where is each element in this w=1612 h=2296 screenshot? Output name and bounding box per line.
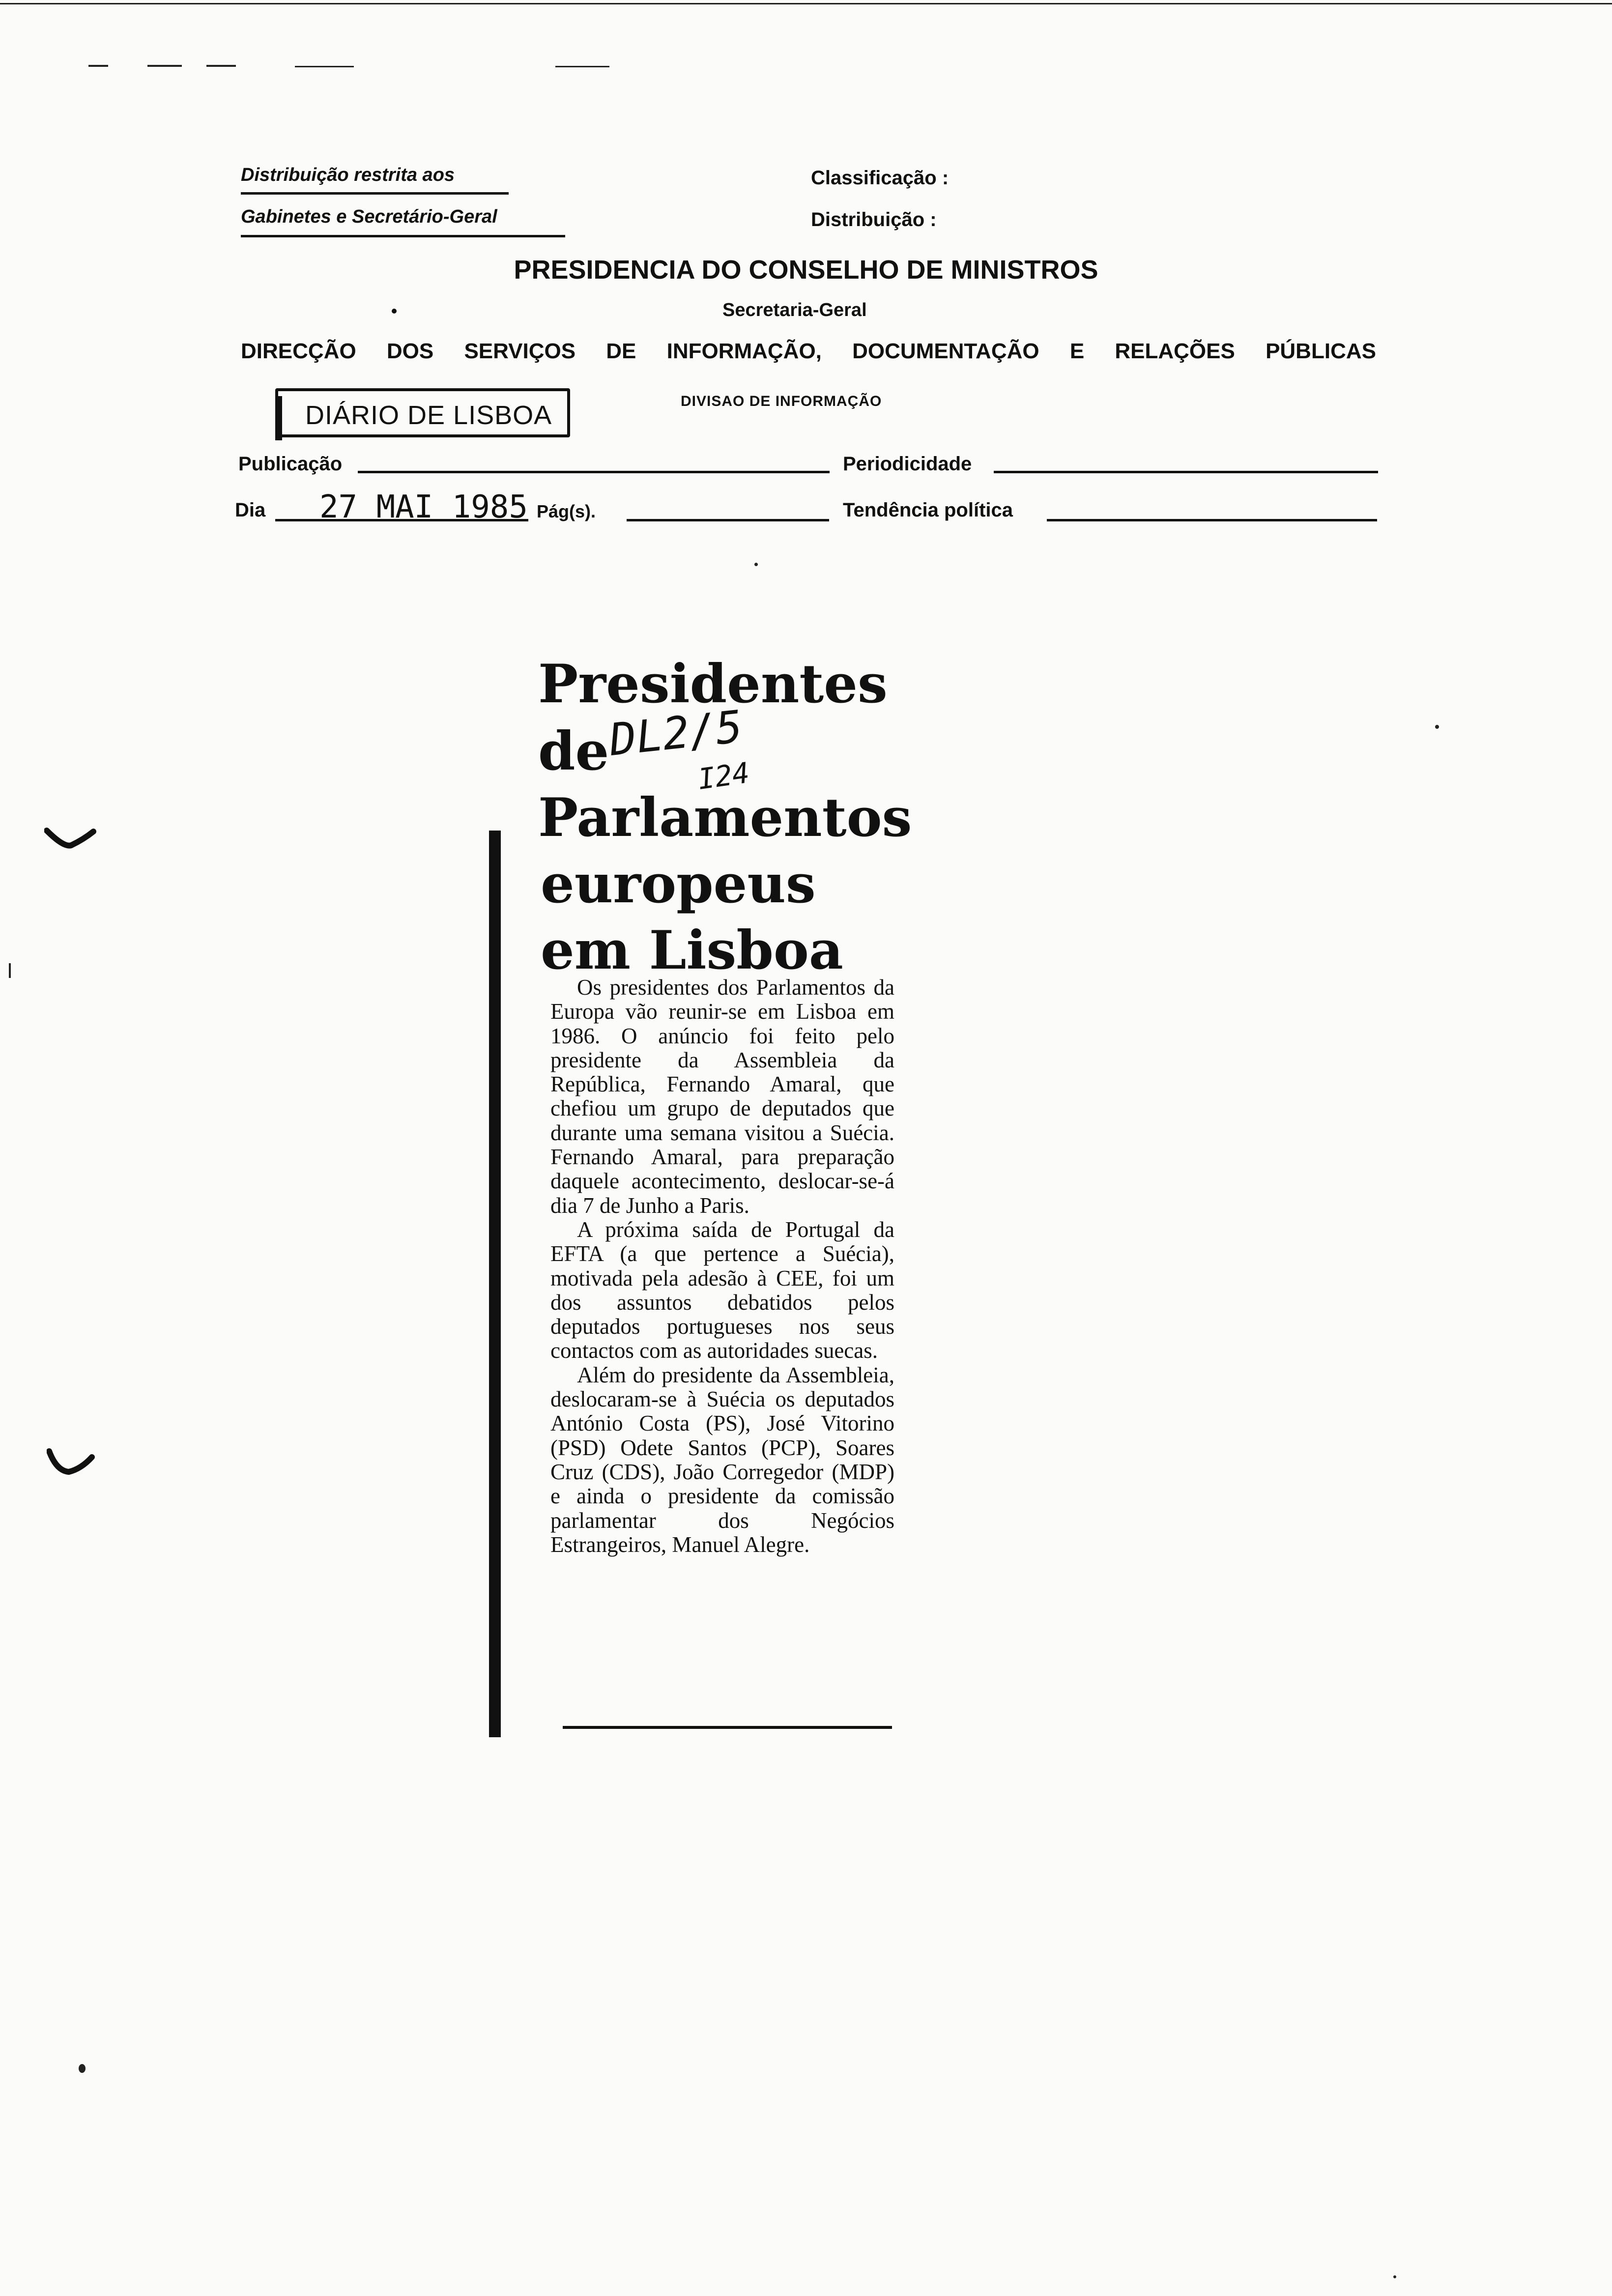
periodicidade-label: Periodicidade: [843, 453, 972, 475]
department-word: DOS: [386, 339, 434, 363]
stamp-text: DIÁRIO DE LISBOA: [305, 401, 552, 430]
scan-speck: [1435, 725, 1439, 729]
tendencia-label: Tendência política: [843, 499, 1013, 521]
distribution-restricted-label: Distribuição restrita aos: [241, 165, 455, 186]
headline-line-5: em Lisboa: [541, 919, 843, 981]
bullet-mark: [392, 309, 397, 314]
department-word: E: [1069, 339, 1085, 363]
department-word: DOCUMENTAÇÃO: [852, 339, 1039, 363]
scan-speck: [79, 2064, 86, 2073]
division-label: DIVISAO DE INFORMAÇÃO: [681, 393, 882, 409]
headline-line-4: europeus: [541, 853, 816, 915]
scan-speck: [147, 65, 182, 67]
scan-speck: [1393, 2275, 1396, 2278]
article-body: [550, 976, 894, 1557]
dia-label: Dia: [235, 499, 266, 521]
article-side-bar: [489, 831, 501, 1737]
tendencia-field: [1047, 519, 1377, 521]
scan-speck: [555, 66, 609, 67]
department-word: PÚBLICAS: [1266, 339, 1376, 363]
scan-speck: [9, 963, 11, 978]
department-word: RELAÇÕES: [1115, 339, 1235, 363]
check-mark-icon: [47, 1447, 96, 1482]
scan-speck: [206, 65, 236, 67]
periodicidade-field: [994, 471, 1378, 473]
article-paragraph: Além do presidente da Assembleia, deslocaram-se à Suécia os deputados António Costa (PS), José Vitorino (PSD) Odete Santos (PCP), Soares Cruz (CDS), João Corregedor (MDP) e ainda o presidente da comissão parlamentar dos Negócios Estrangeiros, Manuel Alegre.: [550, 1362, 894, 1557]
article-paragraph: A próxima saída de Portugal da EFTA (a que pertence a Suécia), motivada pela adesão à CEE, foi um dos assuntos debatidos pelos deputados portugueses nos seus contactos com as autoridades suecas.: [550, 1217, 894, 1363]
headline-line-1: Presidentes: [538, 653, 888, 715]
department-word: SERVIÇOS: [464, 339, 576, 363]
distribution-recipients-label: Gabinetes e Secretário-Geral: [241, 206, 497, 228]
department-word: INFORMAÇÃO,: [666, 339, 822, 363]
department-word: DE: [606, 339, 636, 363]
department-word: DIRECÇÃO: [241, 339, 356, 363]
article-paragraph: Os presidentes dos Parlamentos da Europa vão reunir-se em Lisboa em 1986. O anúncio foi feito pelo presidente da Assembleia da República, Fernando Amaral, que chefiou um grupo de deputados que durante uma semana visitou a Suécia. Fernando Amaral, para preparação daquele acontecimento, deslocar-se-á dia 7 de Junho a Paris.: [550, 975, 894, 1218]
pags-label: Pág(s).: [537, 501, 596, 521]
publication-stamp: [275, 388, 570, 437]
pags-field: [627, 519, 829, 521]
headline-line-2: de: [538, 720, 609, 782]
distribuicao-label: Distribuição :: [811, 209, 937, 230]
article-bottom-rule: [563, 1726, 892, 1729]
publicacao-label: Publicação: [238, 453, 343, 475]
scan-speck: [754, 563, 758, 566]
publicacao-field: [358, 471, 830, 473]
scan-top-edge: [0, 3, 1612, 4]
organization-subtitle: Secretaria-Geral: [722, 300, 867, 320]
scan-speck: [295, 66, 354, 67]
headline-line-3: Parlamentos: [538, 787, 912, 849]
department-line: [241, 339, 1376, 364]
classificacao-label: Classificação :: [811, 167, 949, 189]
handwritten-subcode: I24: [695, 756, 751, 796]
stamp-edge: [275, 396, 282, 440]
organization-title: PRESIDENCIA DO CONSELHO DE MINISTROS: [514, 255, 1098, 285]
check-mark-icon: [44, 826, 98, 855]
scan-speck: [88, 65, 108, 67]
dia-value: 27 MAI 1985: [319, 489, 528, 525]
handwritten-code: DL2/5: [607, 701, 745, 766]
